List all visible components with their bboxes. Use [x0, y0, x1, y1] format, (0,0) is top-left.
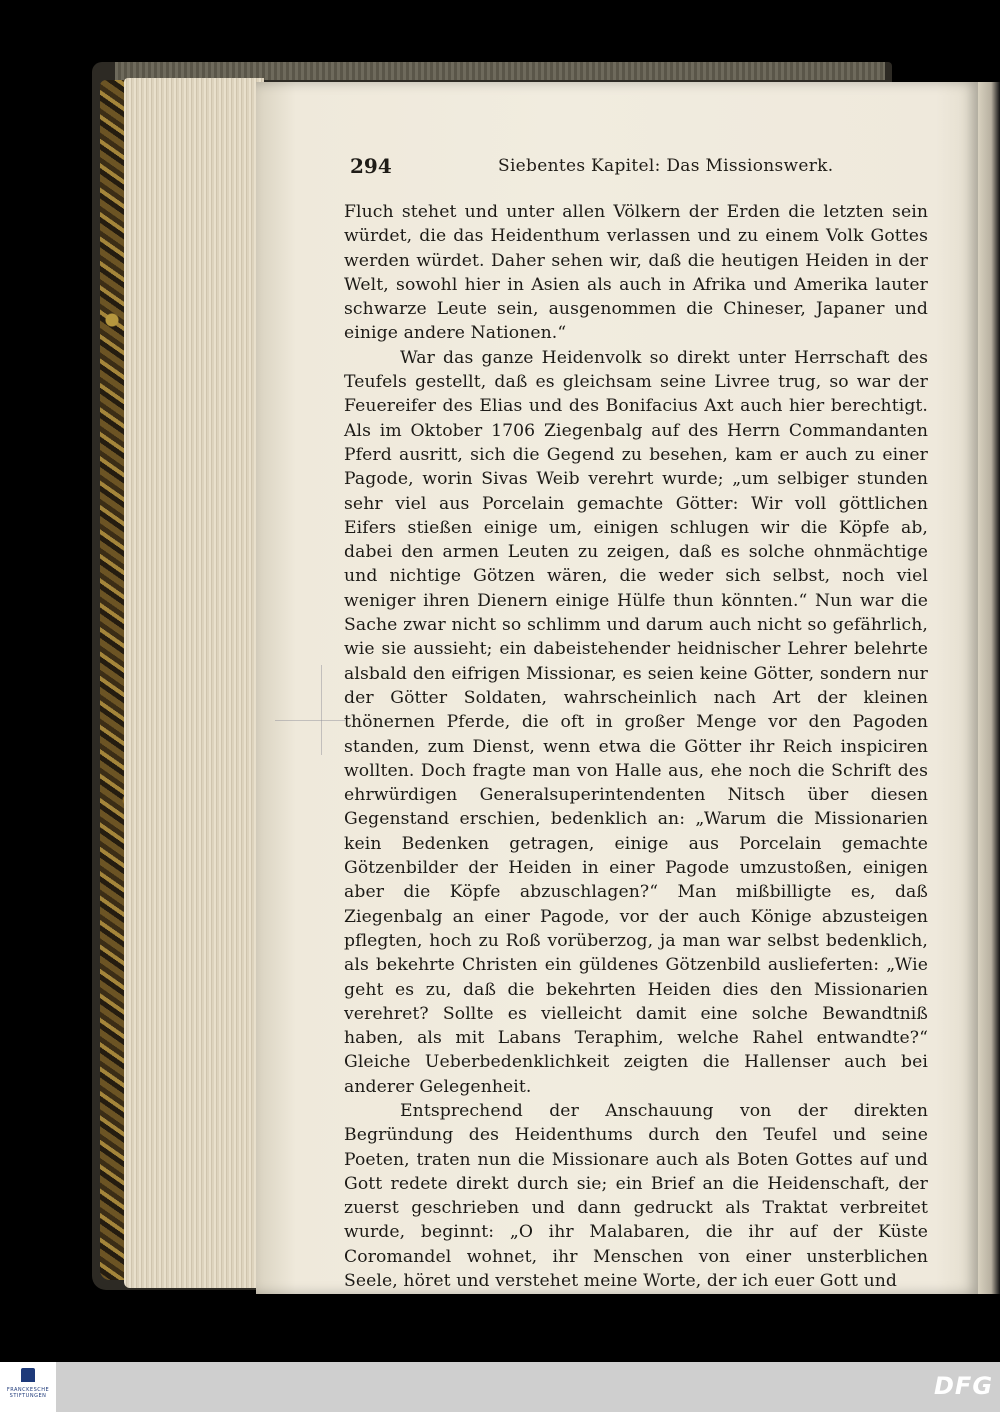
franckesche-building-icon [21, 1368, 35, 1382]
paragraph-1: Fluch stehet und unter allen Völkern der Erden die letzten sein würdet, die das Heidenthum verlassen und zu einem Volk Gottes werden würdet. Daher sehen wir, daß die heutigen Heiden in der Welt, sowohl hier in Asien als auch in Afrika und Amerika lauter schwarze Leute sein, ausgenommen die Chineser, Japaner und einige andere Nationen.“ [344, 202, 928, 344]
pencil-mark-vertical [321, 665, 322, 755]
pencil-mark-horizontal [275, 720, 345, 721]
page-right-edge [978, 82, 1000, 1294]
page-edges [124, 78, 264, 1288]
running-head: Siebentes Kapitel: Das Missionswerk. [498, 156, 834, 176]
body-text [344, 200, 928, 1293]
page-number: 294 [350, 154, 392, 178]
dfg-logo: DFG [934, 1372, 994, 1400]
page-header [350, 150, 926, 184]
paragraph-3: Entsprechend der Anschauung von der direkten Begründung des Heidenthums durch den Teufel und seine Poeten, traten nun die Missionare auch als Boten Gottes auf und Gott redete direkt durch sie; ein Brief an die Heidenschaft, der zuerst geschrieben und dann gedruckt als Traktat verbreitet wurde, beginnt: „O ihr Malabaren, die ihr auf der Küste Coromandel wohnet, ihr Menschen von einer unsterblichen Seele, höret und verstehet meine Worte, der ich euer Gott und [344, 1100, 928, 1292]
franckesche-logo-text: FRANCKESCHE STIFTUNGEN [6, 1387, 50, 1399]
paragraph-2: War das ganze Heidenvolk so direkt unter Herrschaft des Teufels gestellt, daß es gleichsam seine Livree trug, so war der Feuereifer des Elias und des Bonifacius Axt auch hier berechtigt. Als im Oktober 1706 Ziegenbalg auf des Herrn Commandanten Pferd ausritt, sich die Gegend zu besehen, kam er auch zu einer Pagode, worin Sivas Weib verehrt wurde; „um selbiger stunden sehr viel aus Porcelain gemachte Götter: Wir voll göttlichen Eifers stießen einige um, einigen schlugen wir die Köpfe ab, dabei den armen Leuten zu zeigen, daß es solche ohnmächtige und nichtige Götzen wären, die weder sich selbst, noch viel weniger ihren Dienern einige Hülfe thun könnten.“ Nun war die Sache zwar nicht so schlimm und darum auch nicht so gefährlich, wie sie aussieht; ein dabeistehender heidnischer Lehrer belehrte alsbald den eifrigen Missionar, es seien keine Götter, sondern nur der Götter Soldaten, wahrscheinlich nach Art der kleinen thönernen Pferde, die oft in großer Menge vor den Pagoden standen, zum Dienst, wenn etwa die Götter ihr Reich inspiciren wollten. Doch fragte man von Halle aus, ehe noch die Schrift des ehrwürdigen Generalsuperintendenten Nitsch über diesen Gegenstand erschien, bedenklich an: „Warum die Missionarien kein Bedenken getragen, einige aus Porcelain gemachte Götzenbilder der Heiden in einer Pagode umzustoßen, einigen aber die Köpfe abzuschlagen?“ Man mißbilligte es, daß Ziegenbalg an einer Pagode, vor der auch Könige abzusteigen pflegten, hoch zu Roß vorüberzog, ja man war selbst bedenklich, als bekehrte Christen ein güldenes Götzenbild auslieferten: „Wie geht es zu, daß die bekehrten Heiden dies den Missionarien verehret? Sollte es vielleicht damit eine solche Bewandtniß haben, als mit Labans Teraphim, welche Rahel entwandte?“ Gleiche Ueberbedenklichkeit zeigten die Hallenser auch bei anderer Gelegenheit. [344, 347, 928, 1097]
footer-bar [0, 1362, 1000, 1412]
